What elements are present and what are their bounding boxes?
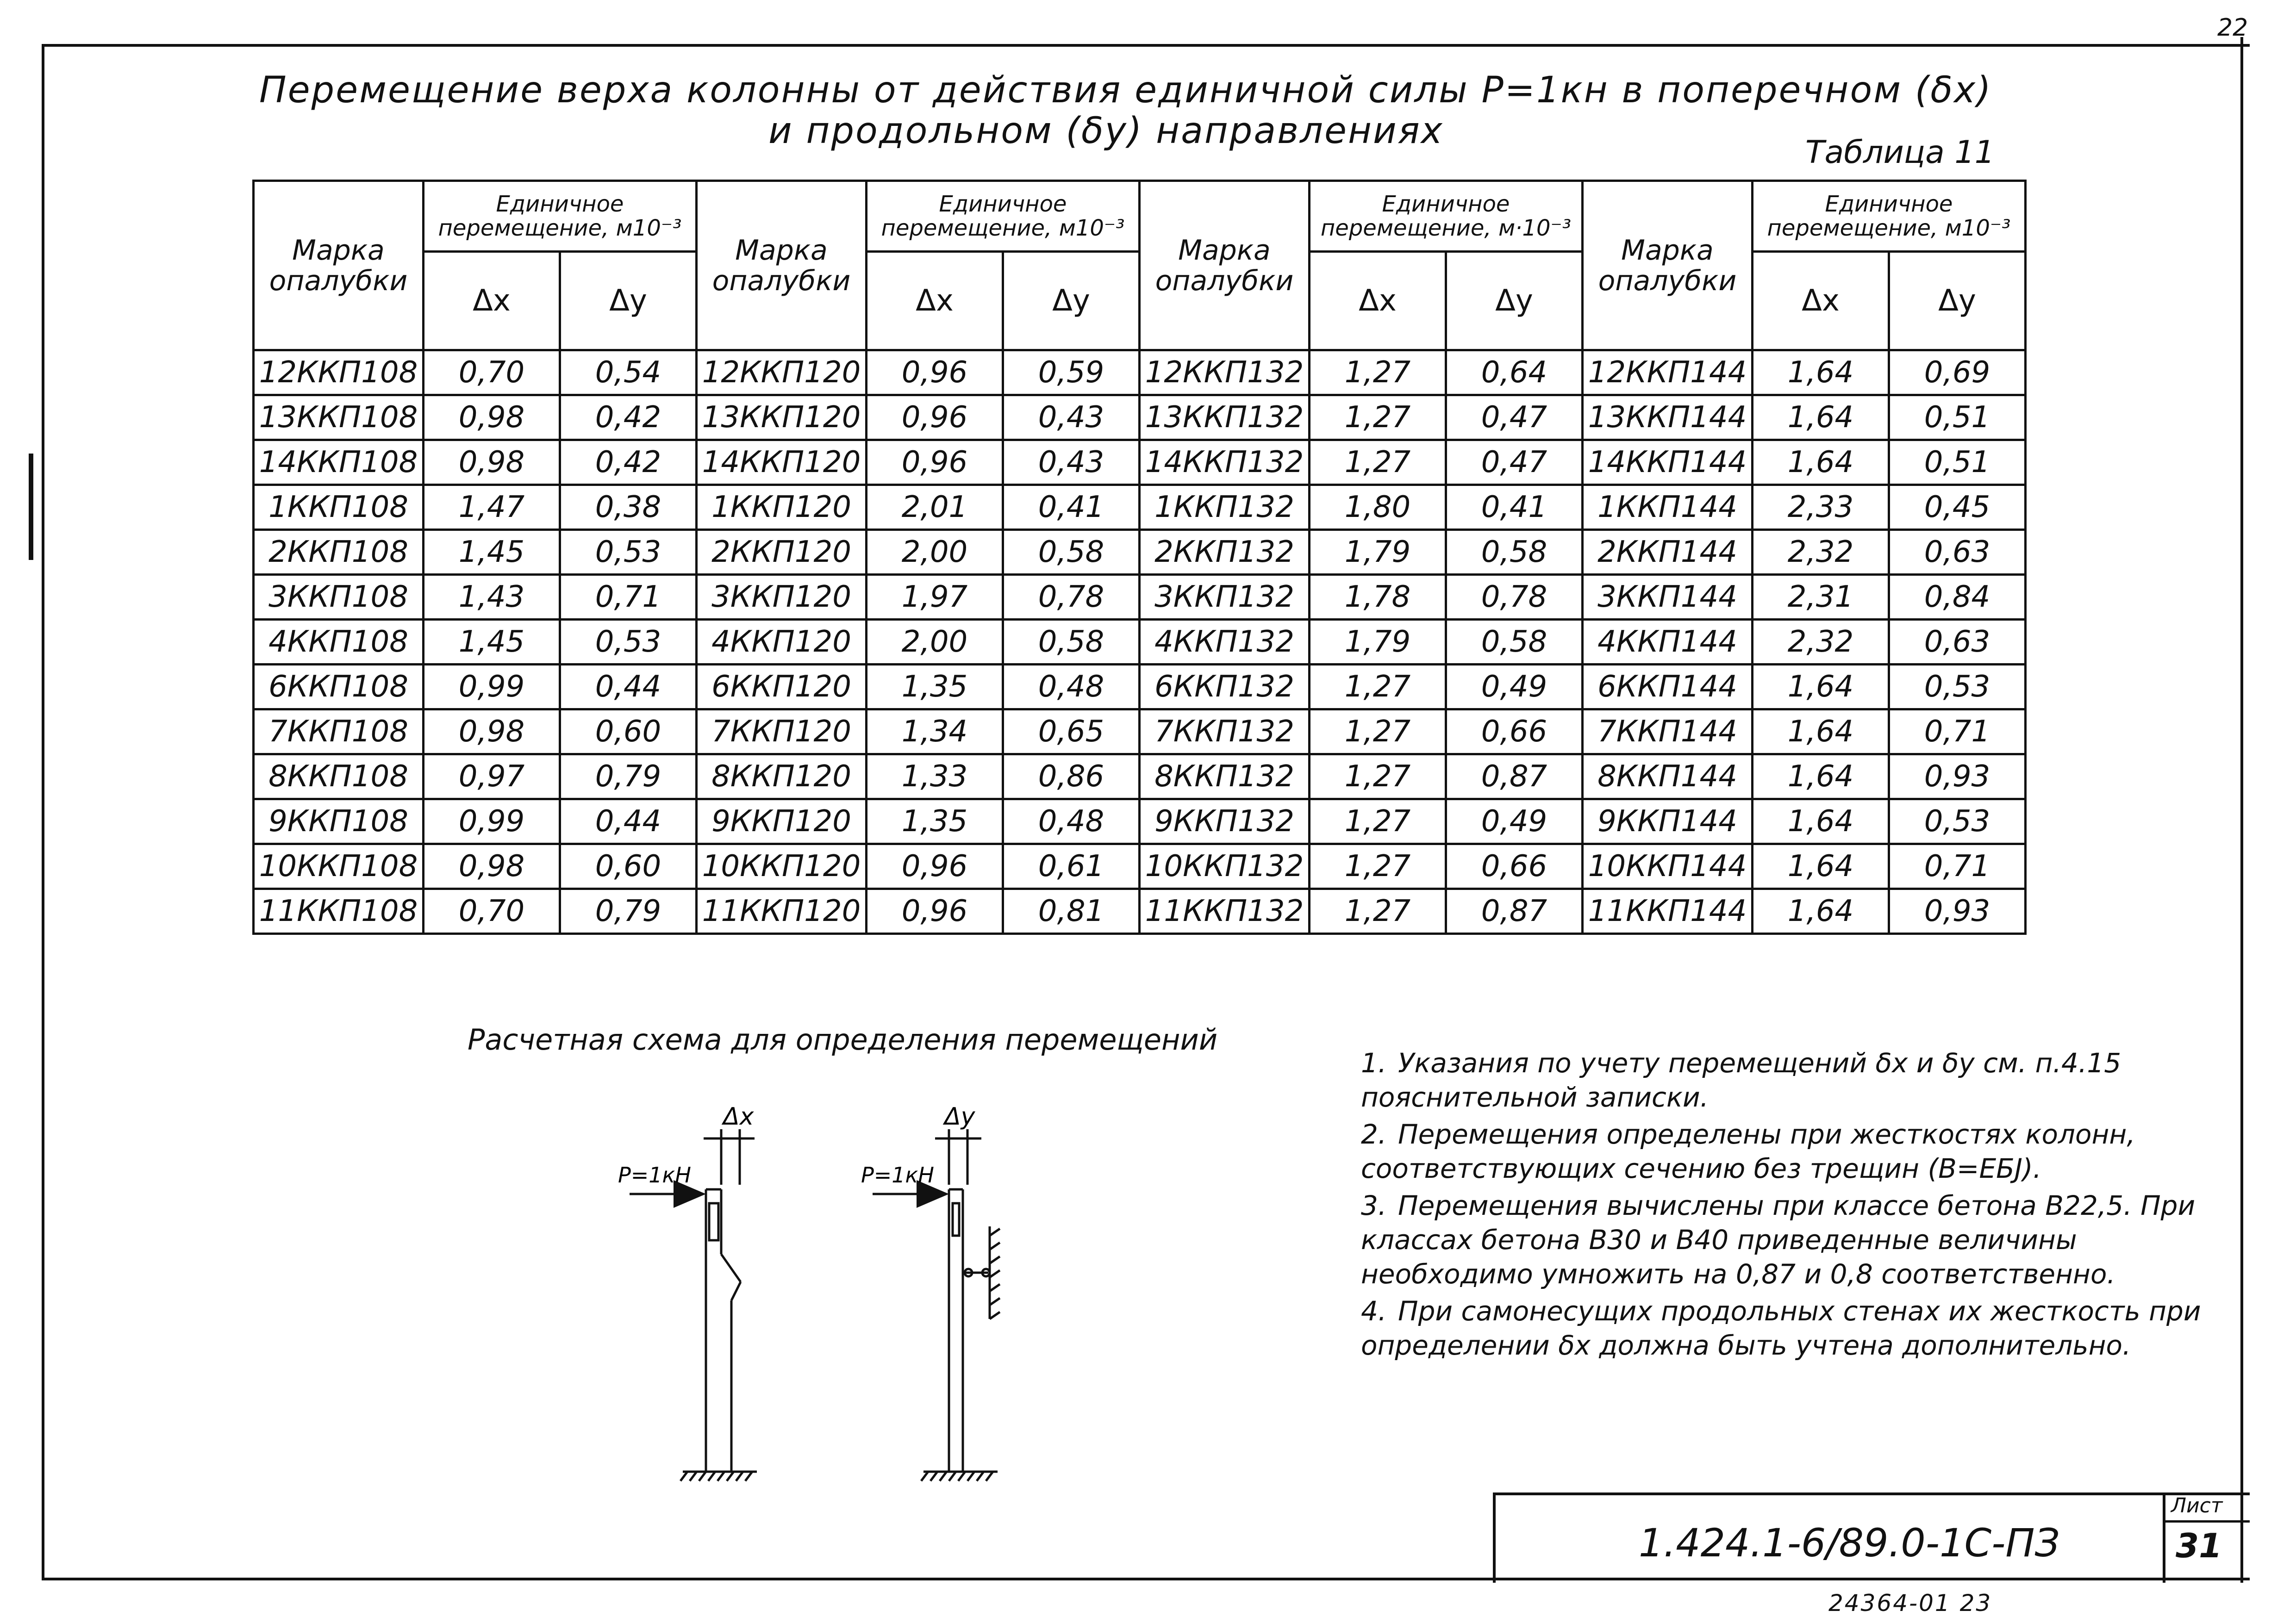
subheader-dy-1: Δy: [560, 252, 697, 350]
note-item: [1361, 1188, 2240, 1291]
dx-value-cell: 0,99: [424, 665, 560, 709]
dy-value-cell: 0,49: [1446, 799, 1583, 844]
dy-value-cell: 0,66: [1446, 844, 1583, 889]
dy-value-cell: 0,51: [1889, 395, 2026, 440]
note-text: Указания по учету перемещений δx и δy см. п.4.15 пояснительной записки.: [1361, 1047, 2121, 1113]
table-row: [254, 395, 2026, 440]
formwork-mark-cell: 1ККП120: [697, 485, 867, 530]
notes-list: [1361, 1046, 2240, 1365]
dx-value-cell: 0,96: [867, 395, 1003, 440]
formwork-mark-cell: 6ККП108: [254, 665, 424, 709]
header-unit-3: Единичное перемещение, м·10⁻³: [1310, 181, 1583, 252]
dx-value-cell: 2,32: [1753, 620, 1889, 665]
scheme-title: Расчетная схема для определения перемещений: [468, 1023, 1218, 1057]
title-block-mid-line: [2164, 1520, 2250, 1523]
subheader-dy-2: Δy: [1003, 252, 1140, 350]
dx-label: Δx: [723, 1103, 754, 1131]
dy-value-cell: 0,63: [1889, 620, 2026, 665]
title-line-2: и продольном (δy) направлениях: [768, 110, 1444, 152]
table-row: [254, 440, 2026, 485]
dx-value-cell: 1,64: [1753, 889, 1889, 934]
dx-value-cell: 0,97: [424, 754, 560, 799]
dy-value-cell: 0,93: [1889, 889, 2026, 934]
dx-value-cell: 1,27: [1310, 350, 1446, 395]
table-body: [254, 350, 2026, 934]
dy-value-cell: 0,58: [1446, 620, 1583, 665]
dx-value-cell: 1,27: [1310, 709, 1446, 754]
dx-value-cell: 1,64: [1753, 440, 1889, 485]
table-row: [254, 575, 2026, 620]
formwork-mark-cell: 8ККП144: [1583, 754, 1753, 799]
sheet-number: 31: [2176, 1526, 2222, 1565]
dy-value-cell: 0,58: [1446, 530, 1583, 575]
dy-value-cell: 0,47: [1446, 395, 1583, 440]
note-number: 3.: [1361, 1190, 1387, 1221]
formwork-mark-cell: 8ККП132: [1140, 754, 1310, 799]
table-row: [254, 620, 2026, 665]
dy-value-cell: 0,79: [560, 889, 697, 934]
header-unit-2: Единичное перемещение, м10⁻³: [867, 181, 1140, 252]
dx-value-cell: 1,64: [1753, 754, 1889, 799]
dx-value-cell: 1,27: [1310, 754, 1446, 799]
dx-value-cell: 1,35: [867, 799, 1003, 844]
formwork-mark-cell: 2ККП120: [697, 530, 867, 575]
note-item: [1361, 1294, 2240, 1362]
header-mark-1: Марка опалубки: [254, 181, 424, 350]
formwork-mark-cell: 13ККП108: [254, 395, 424, 440]
note-number: 2.: [1361, 1119, 1387, 1150]
formwork-mark-cell: 10ККП132: [1140, 844, 1310, 889]
table-row: [254, 665, 2026, 709]
formwork-mark-cell: 14ККП120: [697, 440, 867, 485]
formwork-mark-cell: 12ККП120: [697, 350, 867, 395]
dy-value-cell: 0,42: [560, 395, 697, 440]
table-header-row: [254, 181, 2026, 252]
table-row: [254, 844, 2026, 889]
dx-value-cell: 0,98: [424, 440, 560, 485]
note-number: 1.: [1361, 1047, 1387, 1079]
sheet-number-top: 22: [2217, 14, 2248, 42]
dx-value-cell: 1,27: [1310, 844, 1446, 889]
formwork-mark-cell: 3ККП144: [1583, 575, 1753, 620]
formwork-mark-cell: 9ККП120: [697, 799, 867, 844]
dy-value-cell: 0,59: [1003, 350, 1140, 395]
table-label: Таблица 11: [1805, 134, 1995, 171]
formwork-mark-cell: 7ККП132: [1140, 709, 1310, 754]
formwork-mark-cell: 6ККП132: [1140, 665, 1310, 709]
formwork-mark-cell: 4ККП108: [254, 620, 424, 665]
formwork-mark-cell: 13ККП132: [1140, 395, 1310, 440]
formwork-mark-cell: 1ККП108: [254, 485, 424, 530]
dy-value-cell: 0,79: [560, 754, 697, 799]
subheader-dy-3: Δy: [1446, 252, 1583, 350]
formwork-mark-cell: 10ККП120: [697, 844, 867, 889]
title-block-top-line: [1493, 1492, 2250, 1495]
formwork-mark-cell: 2ККП108: [254, 530, 424, 575]
dy-value-cell: 0,44: [560, 799, 697, 844]
dx-value-cell: 0,70: [424, 350, 560, 395]
table-row: [254, 530, 2026, 575]
edge-mark: [29, 454, 33, 560]
dx-value-cell: 0,96: [867, 350, 1003, 395]
formwork-mark-cell: 11ККП132: [1140, 889, 1310, 934]
note-text: Перемещения определены при жесткостях колонн, соответствующих сечению без трещин (B=EБJ).: [1361, 1119, 2135, 1184]
dy-value-cell: 0,43: [1003, 440, 1140, 485]
calculation-scheme-diagram: [593, 1088, 1055, 1495]
dx-value-cell: 1,27: [1310, 665, 1446, 709]
dy-value-cell: 0,60: [560, 844, 697, 889]
dx-value-cell: 1,47: [424, 485, 560, 530]
formwork-mark-cell: 14ККП144: [1583, 440, 1753, 485]
dx-value-cell: 0,70: [424, 889, 560, 934]
dy-value-cell: 0,87: [1446, 754, 1583, 799]
formwork-mark-cell: 1ККП132: [1140, 485, 1310, 530]
dy-value-cell: 0,42: [560, 440, 697, 485]
formwork-mark-cell: 11ККП120: [697, 889, 867, 934]
dx-value-cell: 1,64: [1753, 709, 1889, 754]
dy-value-cell: 0,65: [1003, 709, 1140, 754]
dy-value-cell: 0,58: [1003, 530, 1140, 575]
dx-value-cell: 1,64: [1753, 799, 1889, 844]
table-row: [254, 485, 2026, 530]
dy-value-cell: 0,48: [1003, 799, 1140, 844]
formwork-mark-cell: 11ККП144: [1583, 889, 1753, 934]
dx-value-cell: 1,45: [424, 620, 560, 665]
formwork-mark-cell: 10ККП144: [1583, 844, 1753, 889]
dx-value-cell: 2,01: [867, 485, 1003, 530]
formwork-mark-cell: 11ККП108: [254, 889, 424, 934]
dx-value-cell: 2,31: [1753, 575, 1889, 620]
note-item: [1361, 1046, 2240, 1114]
note-number: 4.: [1361, 1295, 1387, 1327]
dy-value-cell: 0,54: [560, 350, 697, 395]
dy-value-cell: 0,51: [1889, 440, 2026, 485]
dy-value-cell: 0,93: [1889, 754, 2026, 799]
table-row: [254, 799, 2026, 844]
formwork-mark-cell: 4ККП120: [697, 620, 867, 665]
dy-value-cell: 0,38: [560, 485, 697, 530]
title-block-left-line: [1493, 1492, 1496, 1583]
dy-value-cell: 0,86: [1003, 754, 1140, 799]
subheader-dx-4: Δx: [1753, 252, 1889, 350]
formwork-mark-cell: 7ККП144: [1583, 709, 1753, 754]
dy-value-cell: 0,41: [1446, 485, 1583, 530]
dy-value-cell: 0,64: [1446, 350, 1583, 395]
subheader-dx-3: Δx: [1310, 252, 1446, 350]
header-unit-1: Единичное перемещение, м10⁻³: [424, 181, 697, 252]
dx-value-cell: 0,99: [424, 799, 560, 844]
dx-value-cell: 0,98: [424, 395, 560, 440]
formwork-mark-cell: 2ККП132: [1140, 530, 1310, 575]
dy-value-cell: 0,78: [1003, 575, 1140, 620]
header-unit-4: Единичное перемещение, м10⁻³: [1753, 181, 2026, 252]
formwork-mark-cell: 14ККП108: [254, 440, 424, 485]
subheader-dx-2: Δx: [867, 252, 1003, 350]
dx-value-cell: 0,96: [867, 844, 1003, 889]
dx-value-cell: 2,00: [867, 620, 1003, 665]
dy-value-cell: 0,87: [1446, 889, 1583, 934]
formwork-mark-cell: 12ККП108: [254, 350, 424, 395]
dy-value-cell: 0,63: [1889, 530, 2026, 575]
table-row: [254, 754, 2026, 799]
formwork-mark-cell: 9ККП144: [1583, 799, 1753, 844]
subheader-dx-1: Δx: [424, 252, 560, 350]
note-text: Перемещения вычислены при классе бетона B22,5. При классах бетона B30 и B40 приведенные величины необходимо умножить на 0,87 и 0,8 соответственно.: [1361, 1190, 2196, 1290]
header-mark-3: Марка опалубки: [1140, 181, 1310, 350]
formwork-mark-cell: 8ККП108: [254, 754, 424, 799]
dy-value-cell: 0,61: [1003, 844, 1140, 889]
dx-value-cell: 1,79: [1310, 530, 1446, 575]
formwork-mark-cell: 4ККП132: [1140, 620, 1310, 665]
table-row: [254, 889, 2026, 934]
dy-value-cell: 0,49: [1446, 665, 1583, 709]
dx-value-cell: 1,45: [424, 530, 560, 575]
dx-value-cell: 1,27: [1310, 799, 1446, 844]
dx-value-cell: 1,78: [1310, 575, 1446, 620]
dx-value-cell: 2,00: [867, 530, 1003, 575]
sheet-label: Лист: [2171, 1494, 2223, 1517]
dy-value-cell: 0,53: [560, 620, 697, 665]
dx-value-cell: 1,79: [1310, 620, 1446, 665]
dy-value-cell: 0,48: [1003, 665, 1140, 709]
table-row: [254, 709, 2026, 754]
formwork-mark-cell: 3ККП132: [1140, 575, 1310, 620]
dy-value-cell: 0,66: [1446, 709, 1583, 754]
formwork-mark-cell: 4ККП144: [1583, 620, 1753, 665]
dy-value-cell: 0,47: [1446, 440, 1583, 485]
header-mark-4: Марка опалубки: [1583, 181, 1753, 350]
dy-value-cell: 0,41: [1003, 485, 1140, 530]
formwork-mark-cell: 9ККП132: [1140, 799, 1310, 844]
dx-value-cell: 1,33: [867, 754, 1003, 799]
force-label-1: P=1кН: [618, 1163, 691, 1188]
formwork-mark-cell: 13ККП120: [697, 395, 867, 440]
formwork-mark-cell: 3ККП108: [254, 575, 424, 620]
formwork-mark-cell: 14ККП132: [1140, 440, 1310, 485]
dy-value-cell: 0,44: [560, 665, 697, 709]
frame-right-edge: [2240, 37, 2243, 1583]
dx-value-cell: 0,98: [424, 844, 560, 889]
header-mark-2: Марка опалубки: [697, 181, 867, 350]
dy-value-cell: 0,78: [1446, 575, 1583, 620]
force-label-2: P=1кН: [861, 1163, 934, 1188]
dx-value-cell: 1,27: [1310, 889, 1446, 934]
dx-value-cell: 1,34: [867, 709, 1003, 754]
dy-value-cell: 0,43: [1003, 395, 1140, 440]
dx-value-cell: 1,64: [1753, 350, 1889, 395]
formwork-mark-cell: 12ККП144: [1583, 350, 1753, 395]
archive-number: 24364-01 23: [1828, 1590, 1992, 1617]
dy-label: Δy: [944, 1103, 975, 1131]
formwork-mark-cell: 6ККП120: [697, 665, 867, 709]
dx-value-cell: 1,27: [1310, 440, 1446, 485]
displacement-table: [252, 180, 2027, 935]
dy-value-cell: 0,71: [1889, 709, 2026, 754]
dx-value-cell: 1,64: [1753, 665, 1889, 709]
subheader-dy-4: Δy: [1889, 252, 2026, 350]
dy-value-cell: 0,69: [1889, 350, 2026, 395]
dx-value-cell: 0,98: [424, 709, 560, 754]
dy-value-cell: 0,84: [1889, 575, 2026, 620]
note-text: При самонесущих продольных стенах их жесткость при определении δx должна быть учтена дополнительно.: [1361, 1295, 2201, 1361]
dy-value-cell: 0,81: [1003, 889, 1140, 934]
formwork-mark-cell: 6ККП144: [1583, 665, 1753, 709]
formwork-mark-cell: 8ККП120: [697, 754, 867, 799]
formwork-mark-cell: 10ККП108: [254, 844, 424, 889]
formwork-mark-cell: 13ККП144: [1583, 395, 1753, 440]
dy-value-cell: 0,58: [1003, 620, 1140, 665]
dx-value-cell: 1,64: [1753, 395, 1889, 440]
dy-value-cell: 0,53: [1889, 665, 2026, 709]
dx-value-cell: 1,97: [867, 575, 1003, 620]
title-block-sheet-divider: [2163, 1492, 2165, 1583]
dx-value-cell: 1,80: [1310, 485, 1446, 530]
dx-value-cell: 0,96: [867, 889, 1003, 934]
table-row: [254, 350, 2026, 395]
formwork-mark-cell: 7ККП120: [697, 709, 867, 754]
dx-value-cell: 1,35: [867, 665, 1003, 709]
dx-value-cell: 2,33: [1753, 485, 1889, 530]
dx-value-cell: 1,64: [1753, 844, 1889, 889]
dx-value-cell: 1,27: [1310, 395, 1446, 440]
title-line-1: Перемещение верха колонны от действия единичной силы P=1кн в поперечном (δx): [259, 69, 1992, 111]
formwork-mark-cell: 9ККП108: [254, 799, 424, 844]
dy-value-cell: 0,60: [560, 709, 697, 754]
dx-value-cell: 1,43: [424, 575, 560, 620]
dy-value-cell: 0,71: [560, 575, 697, 620]
dy-value-cell: 0,53: [560, 530, 697, 575]
dy-value-cell: 0,71: [1889, 844, 2026, 889]
document-code: 1.424.1-6/89.0-1С-ПЗ: [1639, 1520, 2060, 1566]
formwork-mark-cell: 2ККП144: [1583, 530, 1753, 575]
dy-value-cell: 0,53: [1889, 799, 2026, 844]
formwork-mark-cell: 1ККП144: [1583, 485, 1753, 530]
formwork-mark-cell: 12ККП132: [1140, 350, 1310, 395]
dy-value-cell: 0,45: [1889, 485, 2026, 530]
dx-value-cell: 0,96: [867, 440, 1003, 485]
note-item: [1361, 1117, 2240, 1186]
formwork-mark-cell: 7ККП108: [254, 709, 424, 754]
dx-value-cell: 2,32: [1753, 530, 1889, 575]
formwork-mark-cell: 3ККП120: [697, 575, 867, 620]
